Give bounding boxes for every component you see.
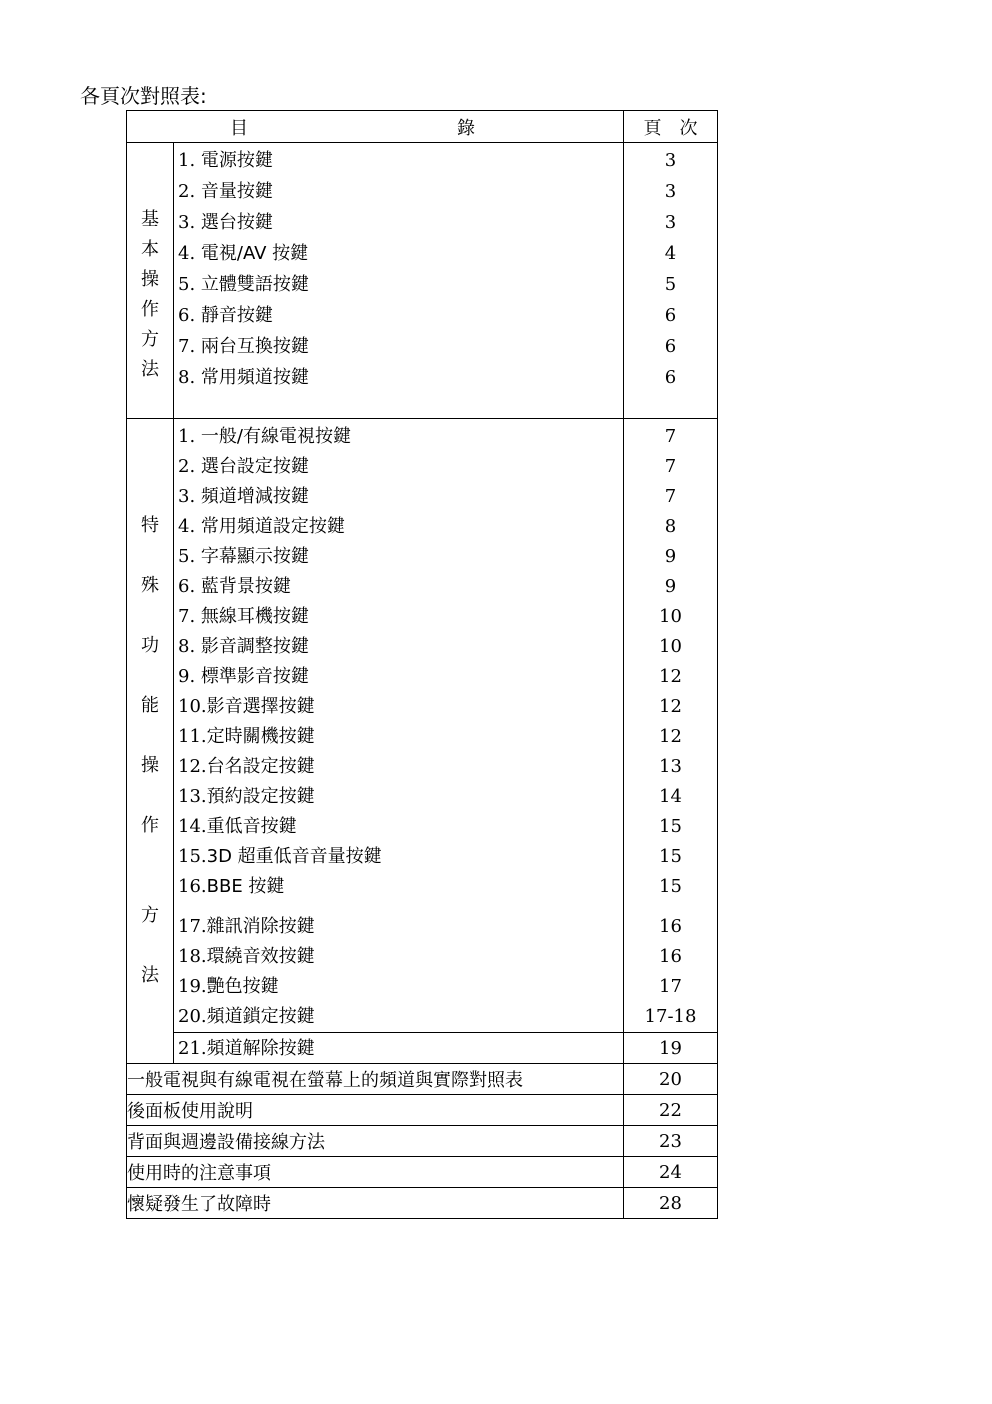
label-char: 能: [141, 695, 159, 716]
list-item: 18.環繞音效按鍵: [178, 946, 315, 967]
page-number: 9: [664, 546, 677, 567]
list-item: 8. 影音調整按鍵: [178, 636, 309, 657]
list-item: 9. 標準影音按鍵: [178, 666, 309, 687]
list-item: 3. 頻道增減按鍵: [178, 486, 309, 507]
special-items: [174, 419, 624, 1064]
list-item: 13.預約設定按鍵: [178, 786, 315, 807]
page-number: 20: [624, 1064, 718, 1095]
header-row: [127, 111, 718, 143]
list-item: 5. 字幕顯示按鍵: [178, 546, 309, 567]
list-item: 2. 選台設定按鍵: [178, 456, 309, 477]
page-number: 6: [664, 305, 677, 326]
toc-table: [126, 110, 718, 1219]
page-number: 24: [624, 1157, 718, 1188]
tail-title: 後面板使用說明: [127, 1095, 624, 1126]
page-number: 19: [624, 1032, 717, 1063]
page-number: 16: [659, 946, 682, 967]
basic-section: [127, 143, 718, 419]
page-number: 7: [664, 486, 677, 507]
list-item: 7. 兩台互換按鍵: [178, 336, 309, 357]
page-number: 7: [664, 456, 677, 477]
label-char: 作: [141, 815, 159, 836]
list-item: 17.雜訊消除按鍵: [178, 916, 315, 937]
page-number: 3: [664, 150, 677, 171]
label-char: 基: [141, 209, 159, 230]
page-number: 17-18: [644, 1006, 697, 1027]
header-title-cell: [127, 111, 624, 143]
page-number: 5: [664, 274, 677, 295]
list-item: 20.頻道鎖定按鍵: [178, 1006, 315, 1027]
label-char: 功: [141, 635, 159, 656]
page-number: 23: [624, 1126, 718, 1157]
page-number: 13: [659, 756, 682, 777]
page-number: 12: [659, 726, 682, 747]
label-char: 操: [141, 269, 159, 290]
label-char: 作: [141, 299, 159, 320]
page-number: 15: [659, 876, 682, 897]
special-pages: [624, 419, 718, 1064]
page-number: 4: [664, 243, 677, 264]
header-left: 目: [230, 117, 248, 139]
list-item: 10.影音選擇按鍵: [178, 696, 315, 717]
label-char: 殊: [141, 575, 159, 596]
list-item: 2. 音量按鍵: [178, 181, 273, 202]
page-number: 3: [664, 181, 677, 202]
tail-title: 背面與週邊設備接線方法: [127, 1126, 624, 1157]
list-item: 12.台名設定按鍵: [178, 756, 315, 777]
page-number: 14: [659, 786, 682, 807]
list-item: 5. 立體雙語按鍵: [178, 274, 309, 295]
tail-title: 懷疑發生了故障時: [127, 1188, 624, 1219]
header-right: 錄: [457, 117, 475, 139]
page-number: 15: [659, 816, 682, 837]
label-char: 本: [141, 239, 159, 260]
page-number: 9: [664, 576, 677, 597]
list-item: 6. 藍背景按鍵: [178, 576, 291, 597]
tail-title: 一般電視與有線電視在螢幕上的頻道與實際對照表: [127, 1064, 624, 1095]
label-char: 法: [141, 359, 159, 380]
page-number: 28: [624, 1188, 718, 1219]
special-section: [127, 419, 718, 1064]
list-item: 6. 靜音按鍵: [178, 305, 273, 326]
label-char: 特: [141, 515, 159, 536]
label-char: 操: [141, 755, 159, 776]
list-item: 16.BBE 按鍵: [178, 876, 285, 897]
list-item: 4. 電視/AV 按鍵: [178, 243, 309, 264]
header-page: 頁 次: [624, 111, 718, 143]
list-item: 8. 常用頻道按鍵: [178, 367, 309, 388]
basic-section-label: [127, 143, 174, 419]
table-row: [127, 1064, 718, 1095]
list-item: 1. 電源按鍵: [178, 150, 273, 171]
page-number: 7: [664, 426, 677, 447]
page-number: 6: [664, 336, 677, 357]
list-item: 15.3D 超重低音音量按鍵: [178, 846, 382, 867]
list-item: 3. 選台按鍵: [178, 212, 273, 233]
page-number: 15: [659, 846, 682, 867]
tail-title: 使用時的注意事項: [127, 1157, 624, 1188]
page-number: 10: [659, 636, 682, 657]
table-row: [127, 1157, 718, 1188]
page-number: 22: [624, 1095, 718, 1126]
page-number: 3: [664, 212, 677, 233]
list-item: 11.定時關機按鍵: [178, 726, 315, 747]
basic-pages: [624, 143, 718, 419]
table-row: [127, 1188, 718, 1219]
page-number: 12: [659, 666, 682, 687]
list-item: 21.頻道解除按鍵: [174, 1032, 623, 1063]
list-item: 7. 無線耳機按鍵: [178, 606, 309, 627]
list-item: 1. 一般/有線電視按鍵: [178, 426, 351, 447]
list-item: 4. 常用頻道設定按鍵: [178, 516, 345, 537]
page-number: 17: [659, 976, 682, 997]
list-item: 19.艷色按鍵: [178, 976, 279, 997]
page-title: 各頁次對照表:: [80, 84, 207, 108]
page-number: 16: [659, 916, 682, 937]
page-number: 10: [659, 606, 682, 627]
table-row: [127, 1095, 718, 1126]
page-number: 8: [664, 516, 677, 537]
page-number: 6: [664, 367, 677, 388]
label-char: 方: [141, 329, 159, 350]
table-row: [127, 1126, 718, 1157]
page-number: 12: [659, 696, 682, 717]
basic-items: [174, 143, 624, 419]
label-char: 法: [141, 965, 159, 986]
label-char: 方: [141, 905, 159, 926]
special-section-label: [127, 419, 174, 1064]
list-item: 14.重低音按鍵: [178, 816, 297, 837]
